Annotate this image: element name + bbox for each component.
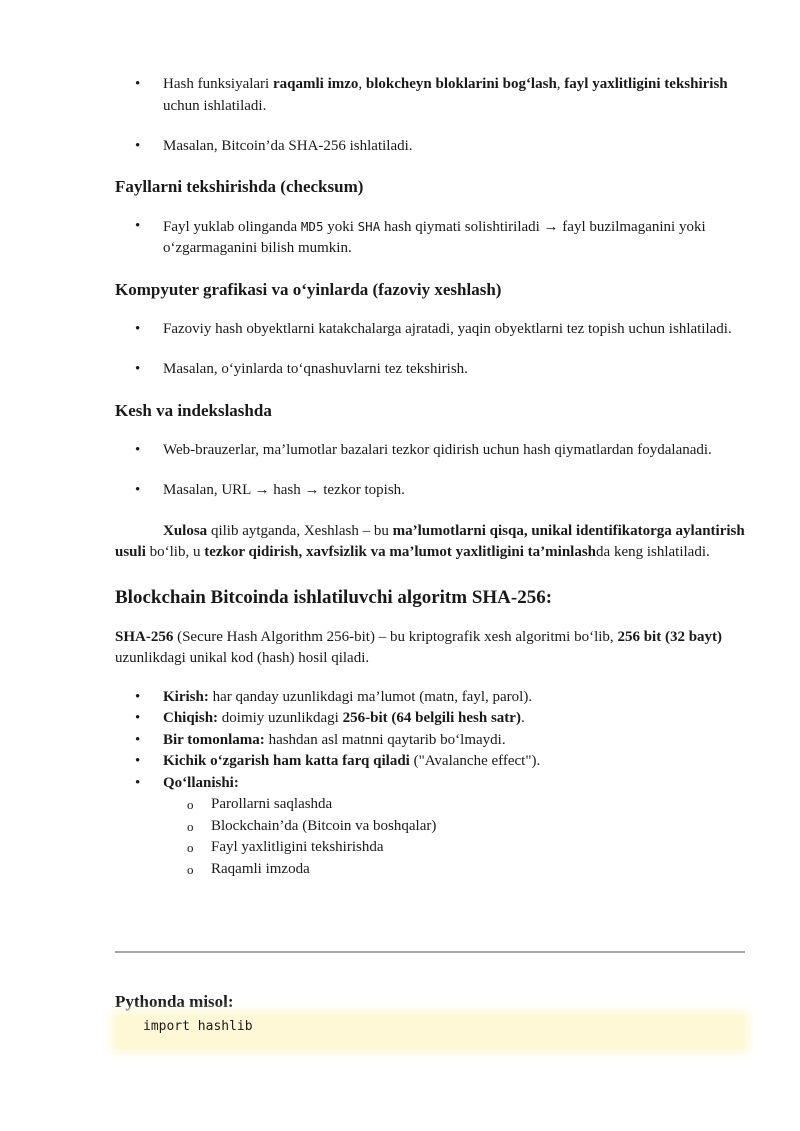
- bold-text: fayl yaxlitligini tekshirish: [564, 76, 728, 92]
- graphics-list: [115, 319, 745, 381]
- sha256-intro: [115, 627, 745, 670]
- text-run: hash qiymati solishtiriladi → fayl buzilmaganini yoki o‘zgarmaganini bilish mumkin.: [163, 218, 706, 256]
- bold-text: Bir tomonlama:: [163, 731, 265, 748]
- sha256-uses-sublist: [115, 794, 745, 880]
- text-run: uchun ishlatiladi.: [163, 97, 267, 114]
- bold-text: Kichik o‘zgarish ham katta farq qiladi: [163, 753, 410, 769]
- text-run: hashdan asl matnni qaytarib bo‘lmaydi.: [264, 731, 506, 748]
- text-run: bo‘lib, u: [145, 544, 205, 560]
- sublist-item: o Parollarni saqlashda: [115, 794, 745, 816]
- bold-text: Xulosa: [163, 522, 208, 539]
- list-item: • Masalan, URL → hash → tezkor topish.: [115, 480, 745, 502]
- section-heading-graphics: Kompyuter grafikasi va o‘yinlarda (fazoviy xeshlash): [115, 279, 502, 299]
- code-text: SHA: [357, 218, 381, 234]
- list-item: • Masalan, Bitcoin’da SHA-256 ishlatiladi.: [115, 136, 745, 158]
- text-run: (Secure Hash Algorithm 256-bit) – bu kriptografik xesh algoritmi bo‘lib,: [173, 628, 618, 645]
- checksum-list: [115, 216, 745, 260]
- code-text: MD5: [300, 218, 324, 234]
- code-block: [115, 1015, 745, 1049]
- list-item: [115, 730, 745, 752]
- bold-text: Qo‘llanishi:: [163, 774, 239, 791]
- text-run: qilib aytganda, Xeshlash – bu: [207, 522, 393, 539]
- sublist-item: o Blockchain’da (Bitcoin va boshqalar): [115, 816, 745, 838]
- section-heading-sha256: Blockchain Bitcoinda ishlatiluvchi algoritm SHA-256:: [115, 586, 553, 608]
- text-run: da keng ishlatiladi.: [596, 544, 710, 560]
- list-item: [115, 216, 745, 260]
- bold-text: 256-bit (64 belgili hesh satr): [342, 710, 521, 726]
- section-heading-python: Pythonda misol:: [115, 992, 234, 1011]
- bold-text: SHA-256: [115, 628, 174, 645]
- hash-uses-list: [115, 74, 745, 158]
- text-run: doimiy uzunlikdagi: [218, 710, 343, 726]
- bold-text: blokcheyn bloklarini bog‘lash: [365, 76, 557, 92]
- list-item: • Fazoviy hash obyektlarni katakchalarga ajratadi, yaqin obyektlarni tez topish uchun ishlatiladi.: [115, 319, 745, 341]
- text-run: Fayl yuklab olinganda: [163, 218, 301, 235]
- bold-text: Kirish:: [163, 688, 209, 705]
- sublist-item: o Raqamli imzoda: [115, 859, 745, 881]
- text-run: ,: [556, 76, 565, 92]
- bold-text: ma’lumotlarni qisqa, unikal identifikatorga aylantirish usuli: [115, 522, 745, 560]
- text-run: Hash funksiyalari: [163, 76, 273, 92]
- bold-text: tezkor qidirish, xavfsizlik va ma’lumot yaxlitligini ta’minlash: [204, 544, 597, 560]
- list-item: [115, 74, 745, 117]
- bold-text: Chiqish:: [163, 710, 219, 726]
- text-run: uzunlikdagi unikal kod (hash) hosil qiladi.: [115, 650, 370, 666]
- cache-list: [115, 440, 745, 502]
- horizontal-rule: [115, 951, 745, 953]
- list-item: • Web-brauzerlar, ma’lumotlar bazalari tezkor qidirish uchun hash qiymatlardan foydalanadi.: [115, 440, 745, 462]
- text-run: .: [520, 710, 525, 726]
- list-item: [115, 687, 745, 709]
- list-item: [115, 708, 745, 730]
- section-heading-checksum: Fayllarni tekshirishda (checksum): [115, 176, 364, 196]
- sublist-item: o Fayl yaxlitligini tekshirishda: [115, 837, 745, 859]
- text-run: har qanday uzunlikdagi ma’lumot (matn, fayl, parol).: [208, 688, 533, 705]
- text-run: ,: [358, 76, 366, 92]
- bold-text: 256 bit (32 bayt): [617, 628, 723, 645]
- conclusion-paragraph: [115, 521, 745, 564]
- list-item: • Masalan, o‘yinlarda to‘qnashuvlarni tez tekshirish.: [115, 359, 745, 381]
- list-item: [115, 751, 745, 773]
- text-run: yoki: [323, 218, 358, 235]
- text-run: ("Avalanche effect").: [409, 753, 541, 769]
- section-heading-cache: Kesh va indekslashda: [115, 400, 272, 420]
- sha256-properties-list: [115, 687, 745, 795]
- document-page: [115, 74, 745, 880]
- list-item: [115, 773, 745, 795]
- bold-text: raqamli imzo: [272, 76, 359, 92]
- code-line: import hashlib: [143, 1019, 253, 1034]
